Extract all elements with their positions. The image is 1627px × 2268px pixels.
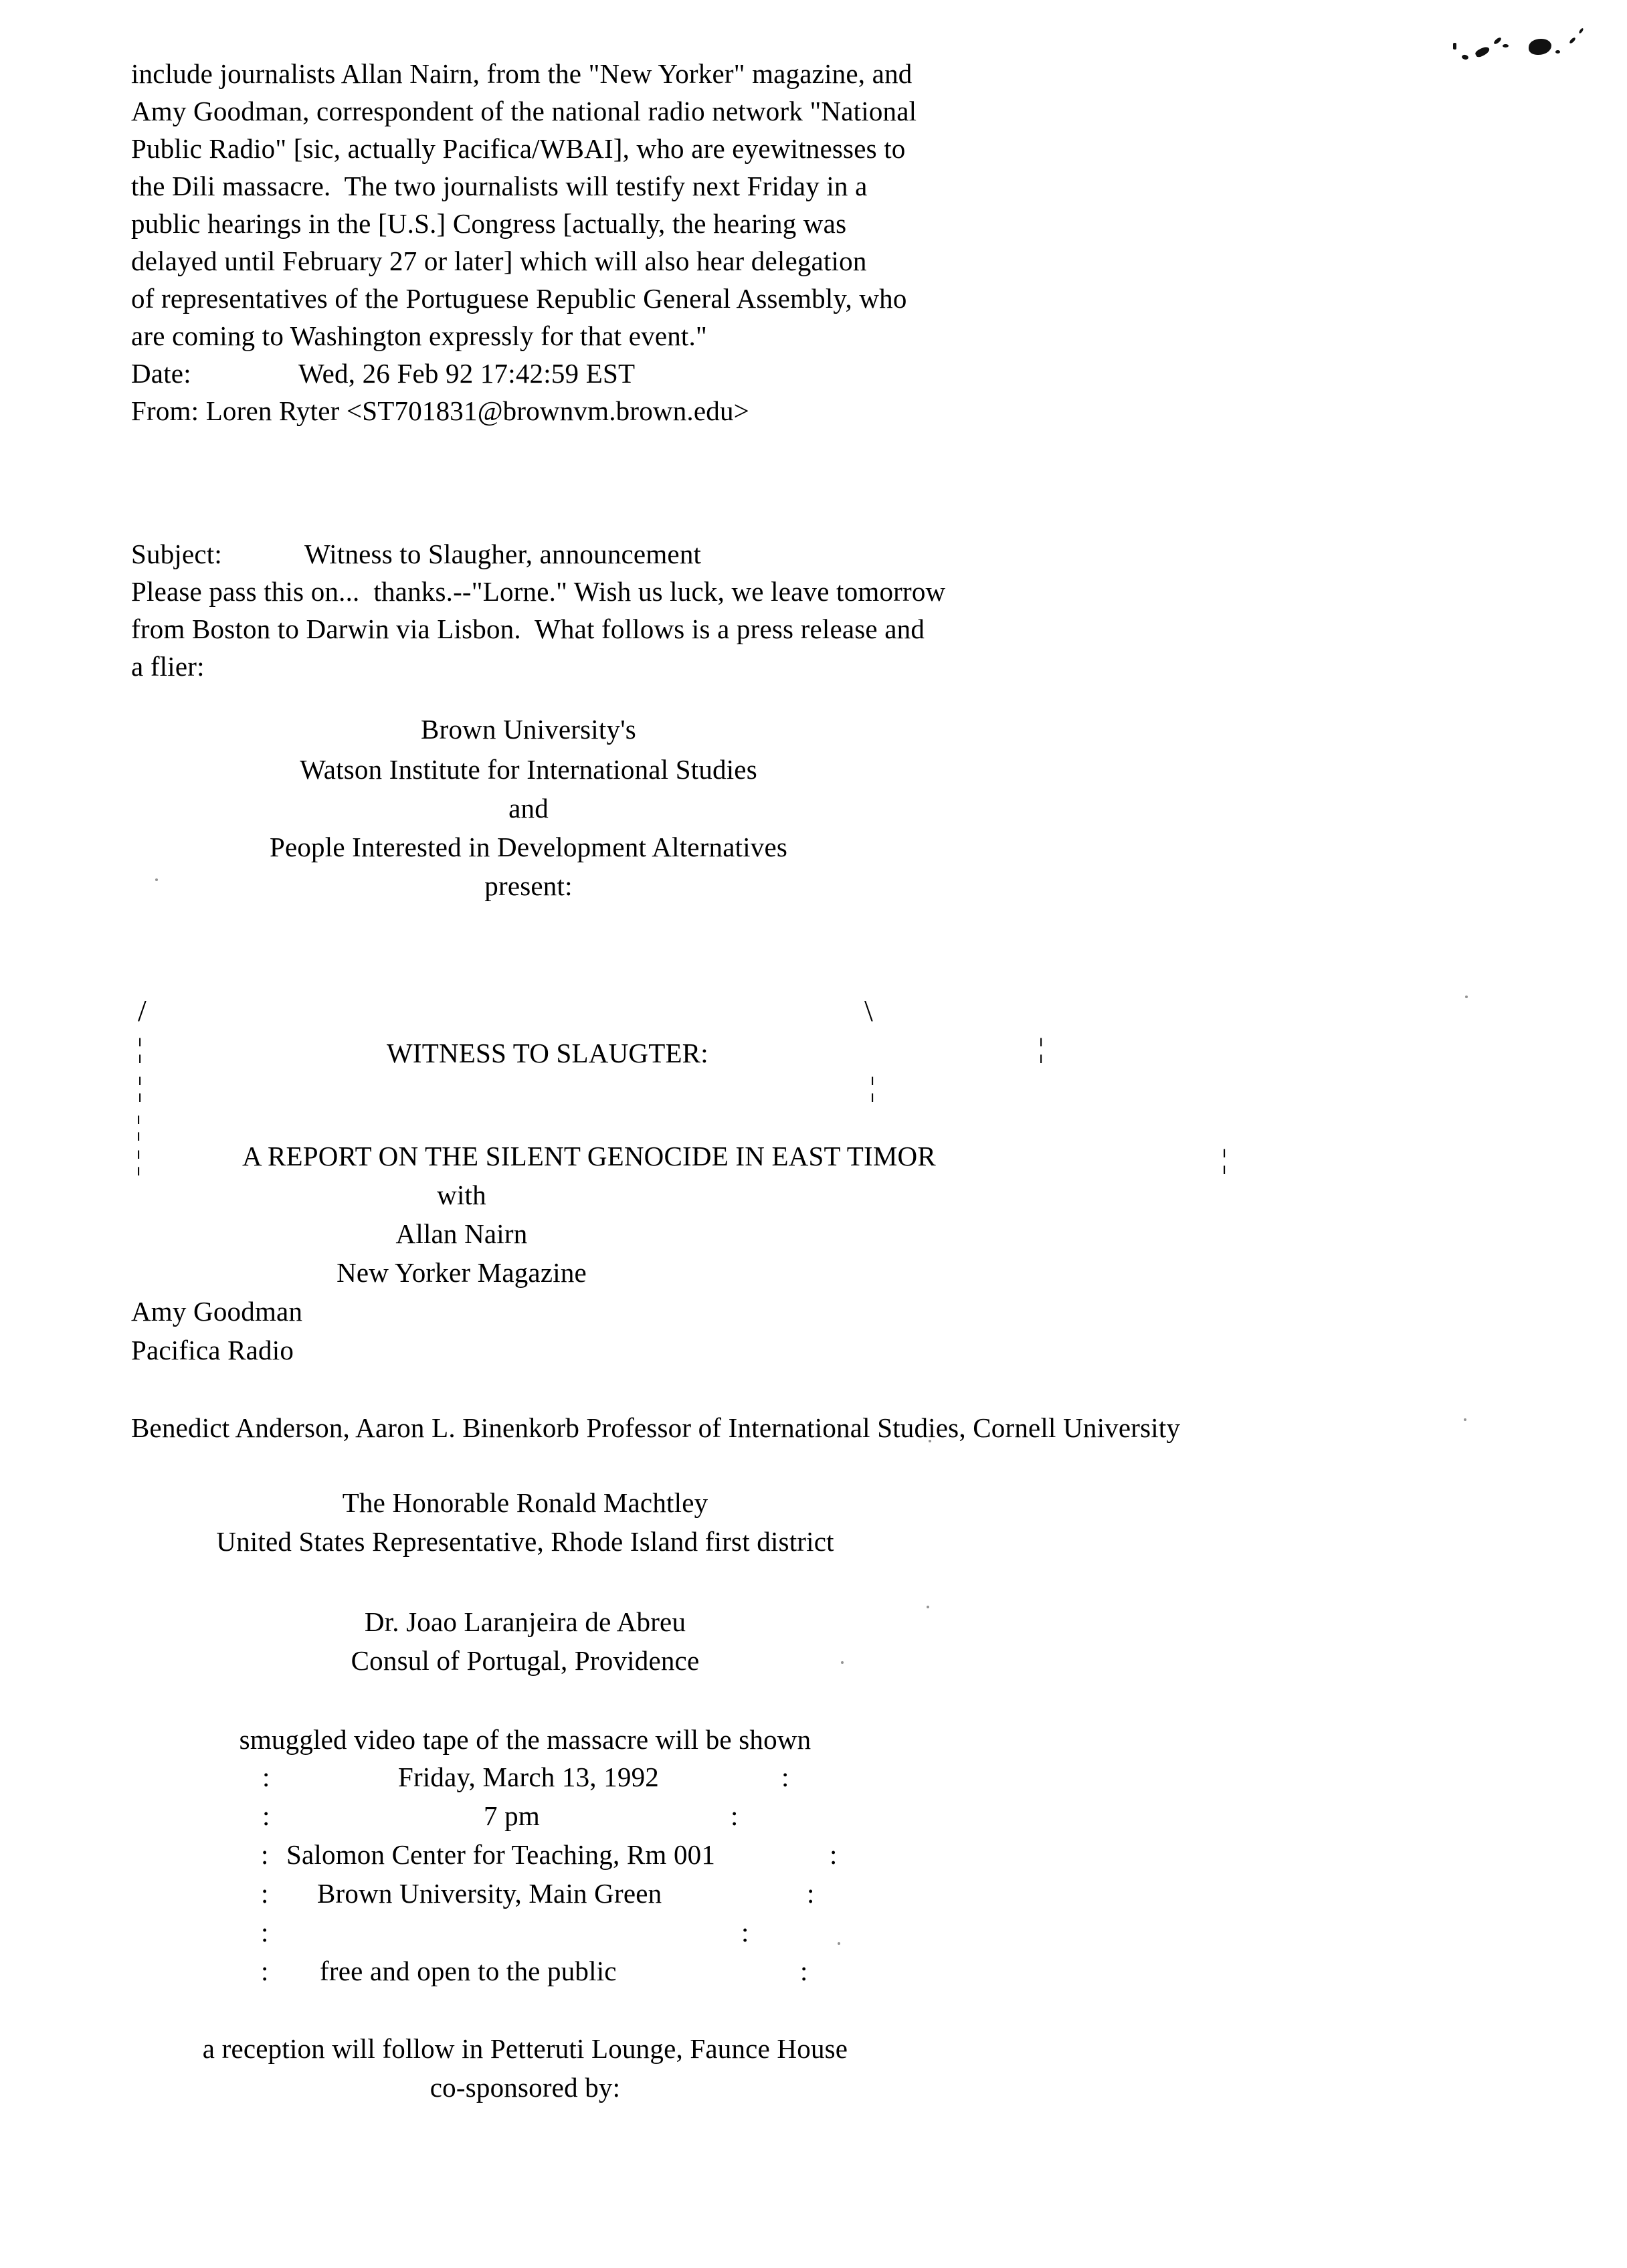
intro-line: from Boston to Darwin via Lisbon. What follows is a press release and	[131, 613, 925, 644]
intro-line: a flier:	[131, 651, 205, 682]
frame-rail-right: ¦	[870, 1071, 876, 1102]
date-label: Date:	[131, 358, 191, 389]
detail-venue: Salomon Center for Teaching, Rm 001	[286, 1839, 716, 1870]
detail-campus: Brown University, Main Green	[317, 1878, 662, 1909]
presenter-line-present: present:	[484, 870, 573, 901]
detail-mark-right: :	[781, 1762, 789, 1792]
guest-machtley-title: United States Representative, Rhode Island first district	[216, 1526, 834, 1557]
detail-admission: free and open to the public	[320, 1956, 617, 1986]
detail-mark-right: :	[800, 1956, 808, 1986]
frame-corner-top-right: \	[864, 994, 873, 1028]
guest-abreu-title: Consul of Portugal, Providence	[351, 1645, 700, 1676]
guest-machtley-name: The Honorable Ronald Machtley	[342, 1487, 708, 1518]
detail-date: Friday, March 13, 1992	[397, 1762, 660, 1792]
scan-speck	[838, 1942, 840, 1945]
subject-label: Subject:	[131, 539, 222, 569]
presenter-line-university: Brown University's	[421, 714, 636, 745]
scan-speck	[1464, 1418, 1466, 1421]
detail-mark-left: :	[262, 1800, 270, 1831]
ink-smudge	[1555, 50, 1560, 54]
detail-mark-right: :	[741, 1917, 749, 1948]
speaker-affiliation-nairn: New Yorker Magazine	[337, 1257, 587, 1288]
flier-title: WITNESS TO SLAUGTER:	[387, 1038, 708, 1068]
quoted-paragraph	[131, 55, 1509, 355]
frame-rail-left: ¦	[137, 1071, 143, 1102]
detail-time: 7 pm	[484, 1800, 540, 1831]
detail-mark-left: :	[261, 1878, 269, 1909]
detail-mark-left: :	[262, 1762, 270, 1792]
presenter-line-pida: People Interested in Development Alternatives	[269, 832, 788, 862]
frame-rail-left: ¦	[136, 1145, 142, 1175]
detail-mark-right: :	[830, 1839, 838, 1870]
guest-anderson: Benedict Anderson, Aaron L. Binenkorb Professor of International Studies, Cornell University	[131, 1412, 1181, 1443]
from-line: From: Loren Ryter <ST701831@brownvm.brown.edu>	[131, 395, 749, 426]
reception-note: a reception will follow in Petteruti Lounge, Faunce House	[202, 2033, 848, 2064]
frame-rail-left: ¦	[137, 1032, 143, 1063]
ink-smudge	[1578, 27, 1584, 34]
detail-mark-left: :	[261, 1917, 269, 1948]
detail-mark-right: :	[731, 1800, 739, 1831]
quoted-line: delayed until February 27 or later] which will also hear delegation	[131, 246, 867, 276]
scan-speck	[1465, 996, 1468, 998]
ink-smudge	[1503, 44, 1509, 48]
frame-rail-right: ¦	[1038, 1032, 1044, 1063]
guest-abreu-name: Dr. Joao Laranjeira de Abreu	[364, 1606, 686, 1637]
flier-subtitle: A REPORT ON THE SILENT GENOCIDE IN EAST TIMOR	[242, 1141, 936, 1171]
detail-mark-left: :	[261, 1839, 269, 1870]
quoted-line: the Dili massacre. The two journalists will testify next Friday in a	[131, 171, 868, 201]
quoted-line: public hearings in the [U.S.] Congress [actually, the hearing was	[131, 208, 847, 239]
detail-mark-left: :	[261, 1956, 269, 1986]
scan-speck	[927, 1606, 929, 1608]
presenter-line-institute: Watson Institute for International Studies	[300, 754, 757, 785]
flier-with-label: with	[437, 1179, 486, 1210]
speaker-affiliation-goodman: Pacifica Radio	[131, 1335, 294, 1365]
frame-corner-top-left: /	[138, 994, 147, 1028]
ink-smudge	[1569, 37, 1576, 44]
quoted-line: include journalists Allan Nairn, from the "New Yorker" magazine, and	[131, 58, 913, 89]
ink-smudge	[1529, 39, 1551, 55]
frame-rail-right: ¦	[1222, 1143, 1228, 1174]
video-tape-note: smuggled video tape of the massacre will be shown	[239, 1724, 811, 1755]
speaker-name-nairn: Allan Nairn	[395, 1218, 528, 1249]
ink-smudge	[1493, 37, 1503, 45]
cosponsor-note: co-sponsored by:	[429, 2072, 621, 2103]
quoted-line: of representatives of the Portuguese Republic General Assembly, who	[131, 283, 907, 314]
quoted-line: Amy Goodman, correspondent of the national radio network "National	[131, 96, 917, 126]
ink-smudge	[1453, 43, 1456, 50]
quoted-line: Public Radio" [sic, actually Pacifica/WBAI], who are eyewitnesses to	[131, 133, 906, 164]
presenter-line-and: and	[508, 793, 549, 824]
speaker-name-goodman: Amy Goodman	[131, 1296, 303, 1327]
subject-value: Witness to Slaugher, announcement	[304, 539, 702, 569]
frame-rail-left: ¦	[136, 1110, 142, 1141]
quoted-line: are coming to Washington expressly for that event."	[131, 320, 707, 351]
detail-mark-right: :	[807, 1878, 815, 1909]
date-value: Wed, 26 Feb 92 17:42:59 EST	[298, 358, 636, 389]
intro-line: Please pass this on... thanks.--"Lorne." Wish us luck, we leave tomorrow	[131, 576, 946, 607]
